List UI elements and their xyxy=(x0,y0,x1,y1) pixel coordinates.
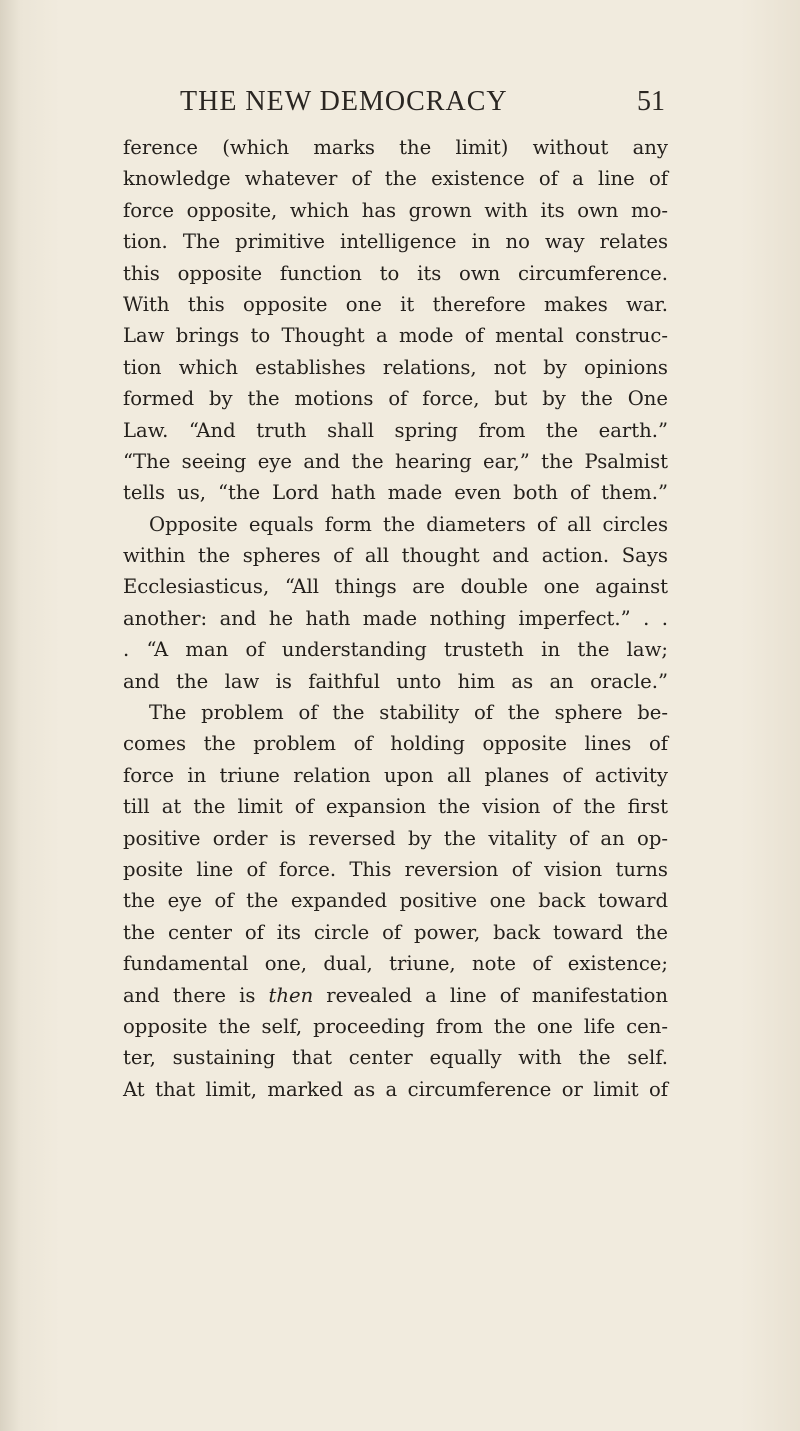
text-line: ference (which marks the limit) without any xyxy=(123,136,668,159)
text-line: the center of its circle of power, back toward the xyxy=(123,920,668,944)
text-line: fundamental one, dual, triune, note of existence; xyxy=(123,952,668,976)
text-line: opposite the self, proceeding from the one life cen- xyxy=(123,1014,668,1038)
text-line: another: and he hath made nothing imperfect.” . . xyxy=(123,606,668,630)
text-line: the eye of the expanded positive one back toward xyxy=(123,889,668,913)
text-line: and the law is faithful unto him as an oracle.” xyxy=(123,669,668,693)
text-line: tion. The primitive intelligence in no way relates xyxy=(123,230,668,254)
text-line-segment: and there is xyxy=(123,983,269,1007)
text-line: tion which establishes relations, not by opinions xyxy=(123,355,668,379)
text-line xyxy=(123,980,668,1011)
body-text xyxy=(123,132,668,1105)
text-line: this opposite function to its own circumference. xyxy=(123,261,668,285)
text-line: within the spheres of all thought and action. Says xyxy=(123,544,668,568)
text-line: ter, sustaining that center equally with the self. xyxy=(123,1046,668,1070)
running-head xyxy=(120,82,665,122)
text-line: The problem of the stability of the sphere be- xyxy=(149,701,668,725)
text-line: . “A man of understanding trusteth in the law; xyxy=(123,638,668,662)
text-line: At that limit, marked as a circumference or limit of xyxy=(123,1077,668,1101)
text-line: force opposite, which has grown with its own mo- xyxy=(123,198,668,222)
running-title: THE NEW DEMOCRACY xyxy=(180,86,508,117)
text-line: comes the problem of holding opposite lines of xyxy=(123,732,668,756)
text-line: Law. “And truth shall spring from the earth.” xyxy=(123,418,668,442)
page-number: 51 xyxy=(637,86,665,117)
text-line: formed by the motions of force, but by the One xyxy=(123,387,668,411)
text-line: knowledge whatever of the existence of a line of xyxy=(123,167,668,191)
text-line: tells us, “the Lord hath made even both of them.” xyxy=(123,481,668,505)
text-line: positive order is reversed by the vitality of an op- xyxy=(123,826,668,850)
text-line: Law brings to Thought a mode of mental construc- xyxy=(123,324,668,348)
text-line: Opposite equals form the diameters of all circles xyxy=(149,512,668,536)
text-line: “The seeing eye and the hearing ear,” the Psalmist xyxy=(123,449,668,473)
text-line: Ecclesiasticus, “All things are double one against xyxy=(123,575,668,599)
text-line-segment: revealed a line of manifestation xyxy=(313,983,668,1007)
text-line: till at the limit of expansion the vision of the first xyxy=(123,795,668,819)
text-line: posite line of force. This reversion of vision turns xyxy=(123,857,668,881)
text-line: With this opposite one it therefore makes war. xyxy=(123,292,668,316)
text-line: force in triune relation upon all planes of activity xyxy=(123,763,668,787)
italic-word: then xyxy=(268,983,314,1007)
